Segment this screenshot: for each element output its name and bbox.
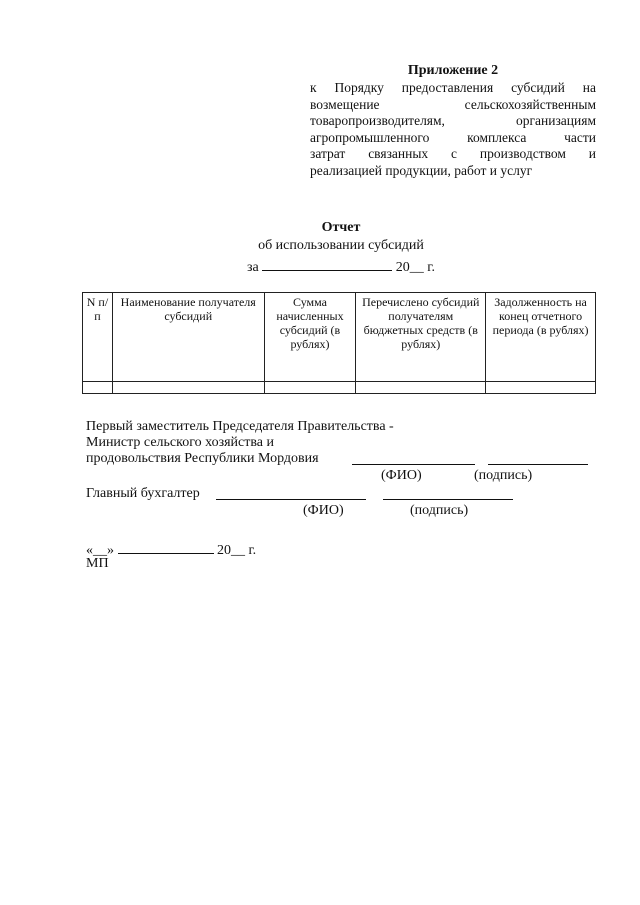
report-table (82, 292, 596, 394)
stamp-label: МП (86, 556, 109, 571)
first-deputy-line1: Первый заместитель Председателя Правительства - (86, 419, 394, 434)
chief-accountant-label: Главный бухгалтер (86, 486, 200, 501)
signature-blank (488, 464, 588, 465)
table-row (83, 382, 596, 394)
report-period (0, 256, 640, 277)
table-cell (264, 382, 356, 394)
appendix-line: к Порядку предоставления субсидий на (310, 80, 596, 95)
period-prefix: за (247, 260, 259, 275)
table-header-cell: Сумма начисленных субсидий (в рублях) (264, 293, 356, 382)
fio-blank (216, 499, 366, 500)
appendix-text (310, 80, 596, 179)
appendix-line: реализацией продукции, работ и услуг (310, 162, 533, 178)
date-quote: «__» (86, 543, 114, 558)
date-blank (118, 539, 214, 554)
signature-caption: (подпись) (410, 503, 469, 518)
appendix-line: агропромышленного комплекса части (310, 129, 596, 145)
period-year: 20__ г. (395, 260, 435, 275)
table-header-cell: Задолженность на конец отчетного периода (в рублях) (486, 293, 596, 382)
appendix-line: возмещение сельскохозяйственным (310, 96, 596, 112)
table-header-row (83, 293, 596, 382)
signature-caption: (подпись) (474, 468, 533, 483)
signature-blank (383, 499, 513, 500)
table-header-cell: Наименование получателя субсидий (112, 293, 264, 382)
appendix-title: Приложение 2 (407, 63, 499, 78)
fio-caption: (ФИО) (381, 468, 422, 483)
date-line (86, 539, 256, 559)
table-header-cell: Перечислено субсидий получателям бюджетных средств (в рублях) (356, 293, 486, 382)
first-deputy-line2: Министр сельского хозяйства и (86, 435, 274, 450)
fio-caption: (ФИО) (303, 503, 344, 518)
appendix-line: товаропроизводителям, организациям (310, 113, 596, 128)
table-cell (356, 382, 486, 394)
table-header-cell: N п/п (83, 293, 113, 382)
table-cell (83, 382, 113, 394)
table-cell (486, 382, 596, 394)
first-deputy-line3: продовольствия Республики Мордовия (86, 451, 319, 466)
appendix-line: затрат связанных с производством и (310, 146, 596, 161)
report-title: Отчет (321, 220, 361, 235)
period-blank (262, 256, 392, 271)
date-year: 20__ г. (217, 543, 257, 558)
table-cell (112, 382, 264, 394)
fio-blank (352, 464, 475, 465)
report-subtitle: об использовании субсидий (258, 238, 424, 253)
